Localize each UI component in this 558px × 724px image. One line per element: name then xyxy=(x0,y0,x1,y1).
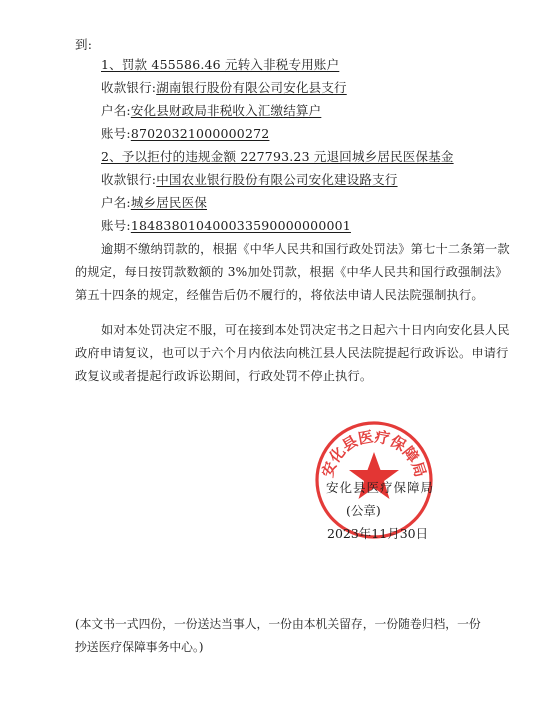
paragraph2-line3: 政复议或者提起行政诉讼期间，行政处罚不停止执行。 xyxy=(75,369,373,383)
item2-bank xyxy=(101,172,398,188)
item2-account-name-label: 户名: xyxy=(101,195,131,210)
item1-account-no xyxy=(101,126,269,142)
item2-account-no-value: 184838010400033590000000001 xyxy=(130,218,351,233)
item2-title: 2、予以拒付的违规金额 227793.23 元退回城乡居民医保基金 xyxy=(101,149,454,164)
footer-line2: 抄送医疗保障事务中心。) xyxy=(75,640,204,654)
item2-bank-value: 中国农业银行股份有限公司安化建设路支行 xyxy=(156,172,398,187)
signature-organization: 安化县医疗保障局 xyxy=(326,480,435,495)
item2-bank-label: 收款银行: xyxy=(101,172,157,187)
signature-seal-note: (公章) xyxy=(346,503,381,518)
item2-account-name xyxy=(101,195,207,211)
salutation: 到: xyxy=(75,37,93,52)
item2-account-no xyxy=(101,218,351,234)
item1-bank-label: 收款银行: xyxy=(101,80,157,95)
paragraph1-line1: 逾期不缴纳罚款的，根据《中华人民共和国行政处罚法》第七十二条第一款 xyxy=(101,242,510,256)
item1-account-no-label: 账号: xyxy=(101,126,131,141)
seal-text: 安化县医疗保障局 xyxy=(318,427,430,480)
item1-title: 1、罚款 455586.46 元转入非税专用账户 xyxy=(101,57,340,72)
item1-account-name-label: 户名: xyxy=(101,103,131,118)
item1-bank xyxy=(101,80,347,96)
paragraph2-line2: 政府申请复议，也可以于六个月内依法向桃江县人民法院提起行政诉讼。申请行 xyxy=(75,346,509,360)
footer-line1: (本文书一式四份，一份送达当事人，一份由本机关留存，一份随卷归档，一份 xyxy=(75,617,481,631)
signature-date: 2023年11月30日 xyxy=(327,526,429,541)
paragraph2-line1: 如对本处罚决定不服，可在接到本处罚决定书之日起六十日内向安化县人民 xyxy=(101,323,510,337)
item1-account-name-value: 安化县财政局非税收入汇缴结算户 xyxy=(130,103,322,118)
item1-account-name xyxy=(101,103,321,119)
item1-account-no-value: 87020321000000272 xyxy=(130,126,270,141)
paragraph1-line3: 第五十四条的规定，经催告后仍不履行的，将依法申请人民法院强制执行。 xyxy=(75,288,484,302)
item2-account-name-value: 城乡居民医保 xyxy=(130,195,208,210)
paragraph1-line2: 的规定，每日按罚款数额的 3%加处罚款，根据《中华人民共和国行政强制法》 xyxy=(75,265,508,279)
item2-account-no-label: 账号: xyxy=(101,218,131,233)
item1-bank-value: 湖南银行股份有限公司安化县支行 xyxy=(156,80,347,95)
